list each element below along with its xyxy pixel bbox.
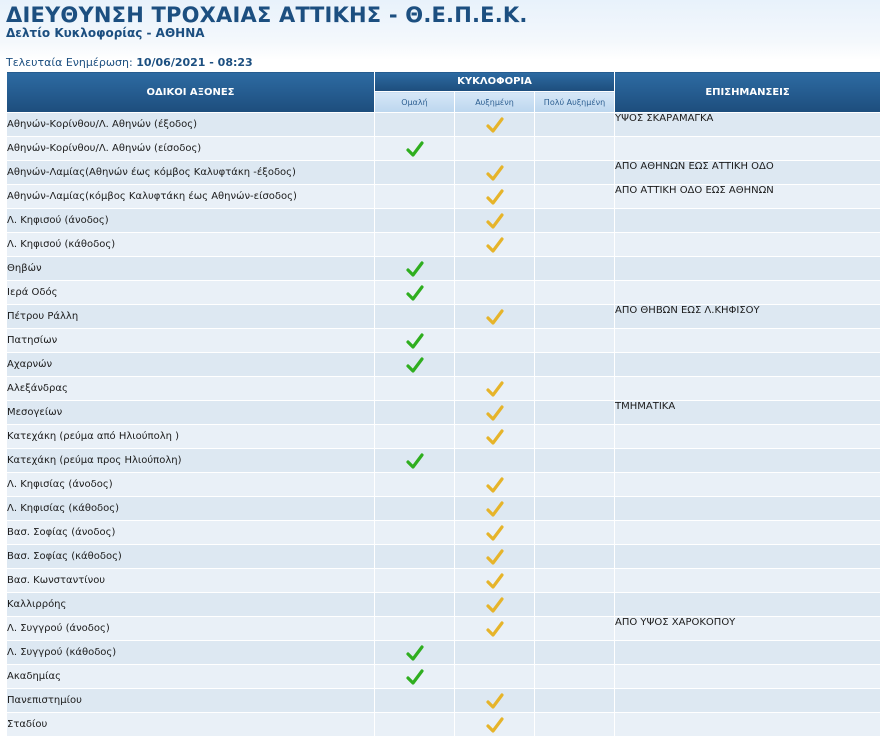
yellow-check-icon <box>486 500 504 518</box>
status-cell-very-increased <box>535 497 615 521</box>
table-row <box>7 617 880 641</box>
yellow-check-icon <box>486 236 504 254</box>
table-row <box>7 449 880 473</box>
status-cell-very-increased <box>535 473 615 497</box>
status-cell-increased <box>455 665 535 689</box>
table-row <box>7 305 880 329</box>
green-check-icon <box>406 140 424 158</box>
table-row <box>7 113 880 137</box>
note-cell <box>615 497 880 521</box>
yellow-check-icon <box>486 548 504 566</box>
road-axis-name: Κατεχάκη (ρεύμα προς Ηλιούπολη) <box>7 449 375 473</box>
table-row <box>7 161 880 185</box>
status-cell-very-increased <box>535 353 615 377</box>
road-axis-name: Ιερά Οδός <box>7 281 375 305</box>
status-cell-increased <box>455 641 535 665</box>
road-axis-name: Αθηνών-Λαμίας(Αθηνών έως κόμβος Καλυφτάκη -έξοδος) <box>7 161 375 185</box>
road-axis-name: Βασ. Σοφίας (κάθοδος) <box>7 545 375 569</box>
table-row <box>7 425 880 449</box>
status-cell-very-increased <box>535 137 615 161</box>
table-row <box>7 353 880 377</box>
table-row <box>7 329 880 353</box>
status-cell-very-increased <box>535 401 615 425</box>
subheader-normal: Ομαλή <box>375 92 455 113</box>
table-row <box>7 665 880 689</box>
road-axis-name: Πατησίων <box>7 329 375 353</box>
table-row <box>7 401 880 425</box>
note-cell <box>615 281 880 305</box>
green-check-icon <box>406 668 424 686</box>
status-cell-increased <box>455 425 535 449</box>
note-cell <box>615 353 880 377</box>
road-axis-name: Αθηνών-Κορίνθου/Λ. Αθηνών (είσοδος) <box>7 137 375 161</box>
status-cell-very-increased <box>535 665 615 689</box>
yellow-check-icon <box>486 596 504 614</box>
status-cell-normal <box>375 617 455 641</box>
column-header-notes: ΕΠΙΣΗΜΑΝΣΕΙΣ <box>615 72 880 113</box>
status-cell-very-increased <box>535 281 615 305</box>
note-cell <box>615 257 880 281</box>
table-row <box>7 185 880 209</box>
status-cell-increased <box>455 377 535 401</box>
status-cell-increased <box>455 161 535 185</box>
note-cell <box>615 473 880 497</box>
status-cell-increased <box>455 617 535 641</box>
status-cell-increased <box>455 353 535 377</box>
yellow-check-icon <box>486 476 504 494</box>
status-cell-normal <box>375 473 455 497</box>
note-cell: ΑΠΟ ΑΘΗΝΩΝ ΕΩΣ ΑΤΤΙΚΗ ΟΔΟ <box>615 161 880 185</box>
status-cell-very-increased <box>535 233 615 257</box>
note-cell: ΑΠΟ ΘΗΒΩΝ ΕΩΣ Λ.ΚΗΦΙΣΟΥ <box>615 305 880 329</box>
road-axis-name: Κατεχάκη (ρεύμα από Ηλιούπολη ) <box>7 425 375 449</box>
status-cell-increased <box>455 593 535 617</box>
green-check-icon <box>406 284 424 302</box>
note-cell <box>615 545 880 569</box>
status-cell-very-increased <box>535 449 615 473</box>
green-check-icon <box>406 332 424 350</box>
green-check-icon <box>406 260 424 278</box>
status-cell-increased <box>455 545 535 569</box>
status-cell-normal <box>375 113 455 137</box>
table-row <box>7 713 880 737</box>
yellow-check-icon <box>486 212 504 230</box>
road-axis-name: Λ. Συγγρού (κάθοδος) <box>7 641 375 665</box>
road-axis-name: Πέτρου Ράλλη <box>7 305 375 329</box>
road-axis-name: Αθηνών-Λαμίας(κόμβος Καλυφτάκη έως Αθηνών-είσοδος) <box>7 185 375 209</box>
road-axis-name: Λ. Κηφισού (άνοδος) <box>7 209 375 233</box>
status-cell-very-increased <box>535 569 615 593</box>
table-row <box>7 233 880 257</box>
status-cell-normal <box>375 209 455 233</box>
status-cell-normal <box>375 497 455 521</box>
last-updated-label: Τελευταία Ενημέρωση: <box>6 56 133 69</box>
status-cell-increased <box>455 257 535 281</box>
traffic-table <box>6 71 880 737</box>
status-cell-increased <box>455 329 535 353</box>
road-axis-name: Αχαρνών <box>7 353 375 377</box>
road-axis-name: Καλλιρρόης <box>7 593 375 617</box>
status-cell-normal <box>375 593 455 617</box>
road-axis-name: Λ. Κηφισίας (κάθοδος) <box>7 497 375 521</box>
status-cell-very-increased <box>535 305 615 329</box>
status-cell-increased <box>455 449 535 473</box>
status-cell-increased <box>455 209 535 233</box>
note-cell <box>615 593 880 617</box>
yellow-check-icon <box>486 188 504 206</box>
status-cell-very-increased <box>535 521 615 545</box>
note-cell <box>615 377 880 401</box>
status-cell-normal <box>375 665 455 689</box>
status-cell-increased <box>455 137 535 161</box>
table-row <box>7 137 880 161</box>
status-cell-normal <box>375 521 455 545</box>
table-row <box>7 545 880 569</box>
status-cell-normal <box>375 233 455 257</box>
last-updated-value: 10/06/2021 - 08:23 <box>136 56 253 69</box>
yellow-check-icon <box>486 404 504 422</box>
column-header-axes: ΟΔΙΚΟΙ ΑΞΟΝΕΣ <box>7 72 375 113</box>
status-cell-normal <box>375 137 455 161</box>
green-check-icon <box>406 356 424 374</box>
table-row <box>7 377 880 401</box>
status-cell-very-increased <box>535 377 615 401</box>
status-cell-normal <box>375 713 455 737</box>
status-cell-very-increased <box>535 329 615 353</box>
note-cell <box>615 137 880 161</box>
status-cell-increased <box>455 689 535 713</box>
status-cell-increased <box>455 113 535 137</box>
green-check-icon <box>406 644 424 662</box>
table-row <box>7 593 880 617</box>
status-cell-normal <box>375 305 455 329</box>
status-cell-normal <box>375 449 455 473</box>
status-cell-normal <box>375 257 455 281</box>
note-cell: ΑΠΟ ΥΨΟΣ ΧΑΡΟΚΟΠΟΥ <box>615 617 880 641</box>
road-axis-name: Βασ. Σοφίας (άνοδος) <box>7 521 375 545</box>
yellow-check-icon <box>486 692 504 710</box>
note-cell <box>615 713 880 737</box>
note-cell <box>615 449 880 473</box>
road-axis-name: Λ. Συγγρού (άνοδος) <box>7 617 375 641</box>
table-row <box>7 209 880 233</box>
status-cell-increased <box>455 569 535 593</box>
status-cell-very-increased <box>535 425 615 449</box>
status-cell-very-increased <box>535 545 615 569</box>
status-cell-very-increased <box>535 209 615 233</box>
table-row <box>7 257 880 281</box>
status-cell-normal <box>375 425 455 449</box>
status-cell-increased <box>455 713 535 737</box>
table-row <box>7 641 880 665</box>
note-cell <box>615 329 880 353</box>
road-axis-name: Λ. Κηφισίας (άνοδος) <box>7 473 375 497</box>
road-axis-name: Μεσογείων <box>7 401 375 425</box>
yellow-check-icon <box>486 716 504 734</box>
table-row <box>7 521 880 545</box>
road-axis-name: Θηβών <box>7 257 375 281</box>
status-cell-normal <box>375 401 455 425</box>
note-cell <box>615 569 880 593</box>
status-cell-very-increased <box>535 185 615 209</box>
road-axis-name: Ακαδημίας <box>7 665 375 689</box>
status-cell-normal <box>375 689 455 713</box>
table-body <box>7 113 880 737</box>
table-row <box>7 689 880 713</box>
table-row <box>7 497 880 521</box>
status-cell-very-increased <box>535 689 615 713</box>
status-cell-very-increased <box>535 161 615 185</box>
yellow-check-icon <box>486 572 504 590</box>
status-cell-increased <box>455 185 535 209</box>
status-cell-normal <box>375 329 455 353</box>
note-cell <box>615 521 880 545</box>
yellow-check-icon <box>486 308 504 326</box>
status-cell-normal <box>375 353 455 377</box>
road-axis-name: Αθηνών-Κορίνθου/Λ. Αθηνών (έξοδος) <box>7 113 375 137</box>
status-cell-normal <box>375 377 455 401</box>
status-cell-very-increased <box>535 641 615 665</box>
table-row <box>7 473 880 497</box>
note-cell <box>615 233 880 257</box>
subheader-increased: Αυξημένη <box>455 92 535 113</box>
road-axis-name: Αλεξάνδρας <box>7 377 375 401</box>
status-cell-normal <box>375 185 455 209</box>
note-cell <box>615 425 880 449</box>
status-cell-increased <box>455 281 535 305</box>
status-cell-increased <box>455 521 535 545</box>
status-cell-increased <box>455 497 535 521</box>
status-cell-very-increased <box>535 257 615 281</box>
status-cell-very-increased <box>535 617 615 641</box>
green-check-icon <box>406 452 424 470</box>
table-row <box>7 281 880 305</box>
subheader-very-increased: Πολύ Αυξημένη <box>535 92 615 113</box>
last-updated <box>6 56 253 69</box>
note-cell <box>615 209 880 233</box>
column-header-traffic: ΚΥΚΛΟΦΟΡΙΑ <box>375 72 615 92</box>
status-cell-normal <box>375 161 455 185</box>
status-cell-very-increased <box>535 593 615 617</box>
note-cell: ΥΨΟΣ ΣΚΑΡΑΜΑΓΚΑ <box>615 113 880 137</box>
page-subtitle: Δελτίο Κυκλοφορίας - ΑΘΗΝΑ <box>6 26 205 40</box>
yellow-check-icon <box>486 116 504 134</box>
yellow-check-icon <box>486 620 504 638</box>
road-axis-name: Λ. Κηφισού (κάθοδος) <box>7 233 375 257</box>
note-cell <box>615 665 880 689</box>
status-cell-normal <box>375 569 455 593</box>
status-cell-normal <box>375 641 455 665</box>
yellow-check-icon <box>486 164 504 182</box>
status-cell-very-increased <box>535 713 615 737</box>
status-cell-normal <box>375 281 455 305</box>
status-cell-very-increased <box>535 113 615 137</box>
note-cell <box>615 689 880 713</box>
road-axis-name: Βασ. Κωνσταντίνου <box>7 569 375 593</box>
page-title: ΔΙΕΥΘΥΝΣΗ ΤΡΟΧΑΙΑΣ ΑΤΤΙΚΗΣ - Θ.Ε.Π.Ε.Κ. <box>6 3 528 27</box>
status-cell-increased <box>455 473 535 497</box>
table-row <box>7 569 880 593</box>
yellow-check-icon <box>486 380 504 398</box>
note-cell: ΑΠΟ ΑΤΤΙΚΗ ΟΔΟ ΕΩΣ ΑΘΗΝΩΝ <box>615 185 880 209</box>
status-cell-increased <box>455 305 535 329</box>
note-cell: ΤΜΗΜΑΤΙΚΑ <box>615 401 880 425</box>
note-cell <box>615 641 880 665</box>
road-axis-name: Σταδίου <box>7 713 375 737</box>
status-cell-increased <box>455 401 535 425</box>
yellow-check-icon <box>486 428 504 446</box>
yellow-check-icon <box>486 524 504 542</box>
status-cell-increased <box>455 233 535 257</box>
status-cell-normal <box>375 545 455 569</box>
road-axis-name: Πανεπιστημίου <box>7 689 375 713</box>
